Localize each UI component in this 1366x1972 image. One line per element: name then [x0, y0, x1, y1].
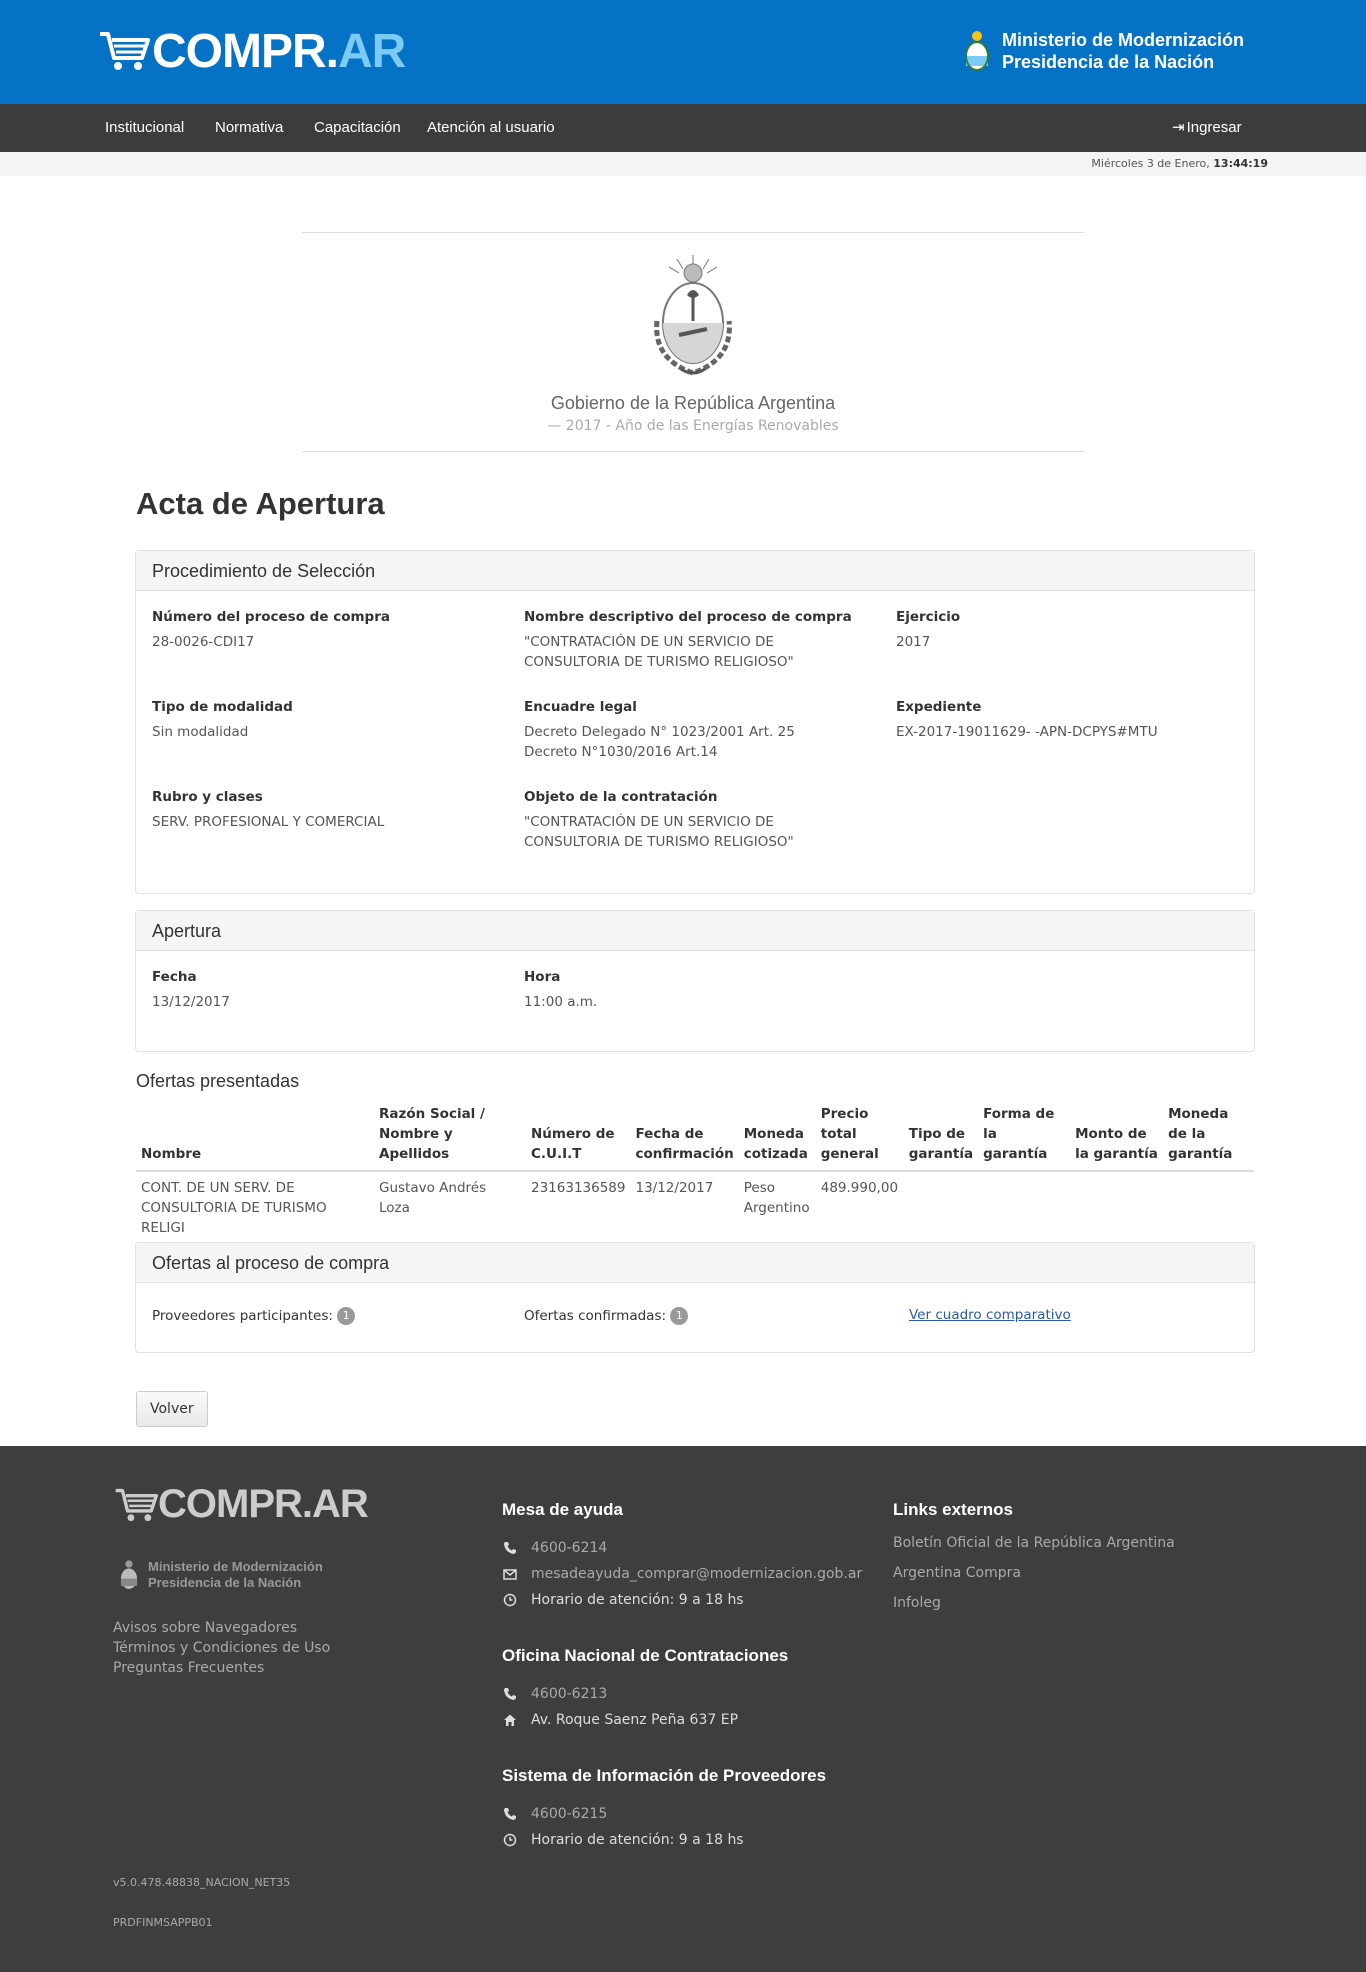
- proveedores-participantes: [152, 1307, 355, 1325]
- footer-ministry-line2: Presidencia de la Nación: [148, 1575, 302, 1590]
- login-icon: ⇥: [1172, 119, 1185, 136]
- sipro-title: Sistema de Información de Proveedores: [502, 1766, 827, 1785]
- col-nombre: Nombre: [136, 1100, 374, 1171]
- mesa-email-row: [503, 1564, 862, 1584]
- col-tipo-garantia: Tipo de garantía: [904, 1100, 978, 1171]
- login-label: Ingresar: [1186, 119, 1242, 136]
- col-monto-garantia: Monto de la garantía: [1070, 1100, 1163, 1171]
- ministry-line2: Presidencia de la Nación: [1002, 52, 1215, 72]
- cell-moneda-cotizada: Peso Argentino: [743, 1180, 810, 1216]
- mesa-phone-link[interactable]: 4600-6214: [531, 1540, 608, 1556]
- field-value: 11:00 a.m.: [524, 994, 598, 1010]
- external-links: [893, 1528, 1175, 1618]
- field-value: SERV. PROFESIONAL Y COMERCIAL: [152, 814, 385, 830]
- col-moneda-garantia: Moneda de la garantía: [1163, 1100, 1254, 1171]
- sipro-hours: Horario de atención: 9 a 18 hs: [531, 1832, 744, 1848]
- mesa-hours-row: [503, 1590, 744, 1610]
- link-boletin-oficial[interactable]: Boletín Oficial de la República Argentina: [893, 1535, 1175, 1551]
- field-label: Fecha: [152, 969, 197, 985]
- footer: [0, 1446, 1366, 1972]
- nav-capacitacion[interactable]: Capacitación: [314, 119, 401, 136]
- ofertas-presentadas-title: Ofertas presentadas: [136, 1071, 300, 1091]
- logo-main-text: COMPR.: [152, 24, 338, 78]
- cell-monto-garantia: [1070, 1171, 1163, 1244]
- cell-forma-garantia: [978, 1171, 1070, 1244]
- mesa-phone-row: [503, 1538, 607, 1558]
- cell-tipo-garantia: [904, 1171, 978, 1244]
- field-value: 13/12/2017: [152, 994, 230, 1010]
- panel-procedimiento-title: Procedimiento de Selección: [136, 551, 1254, 591]
- field-label: Número del proceso de compra: [152, 609, 390, 625]
- panel-ofertas-proceso: [135, 1242, 1255, 1353]
- field-ejercicio: [896, 607, 1256, 652]
- cart-icon: [114, 1485, 158, 1525]
- footer-ministry-brand: [118, 1558, 323, 1592]
- field-encuadre-legal: [524, 697, 884, 762]
- footer-logo-text: COMPR.AR: [158, 1482, 368, 1526]
- field-value: Sin modalidad: [152, 724, 249, 740]
- login-link[interactable]: [1172, 104, 1242, 152]
- field-value: "CONTRATACIÓN DE UN SERVICIO DE CONSULTORIA DE TURISMO RELIGIOSO": [524, 814, 794, 850]
- mesa-hours: Horario de atención: 9 a 18 hs: [531, 1592, 744, 1608]
- nav-atencion-usuario[interactable]: Atención al usuario: [427, 119, 555, 136]
- cell-cuit: 23163136589: [531, 1180, 626, 1196]
- ministry-line1: Ministerio de Modernización: [1002, 30, 1245, 50]
- server-name: PRDFINMSAPPB01: [113, 1916, 213, 1929]
- confirmadas-label: Ofertas confirmadas:: [524, 1308, 667, 1324]
- field-label: Nombre descriptivo del proceso de compra: [524, 609, 852, 625]
- field-value: 2017: [896, 634, 931, 650]
- field-hora: [524, 967, 884, 1012]
- cell-moneda-garantia: [1163, 1171, 1254, 1244]
- field-numero-proceso: [152, 607, 512, 652]
- proveedores-count-badge: 1: [337, 1307, 355, 1325]
- onc-phone-link[interactable]: 4600-6213: [531, 1686, 608, 1702]
- confirmadas-count-badge: 1: [670, 1307, 688, 1325]
- table-row: [136, 1171, 1254, 1244]
- phone-icon: [503, 1807, 517, 1821]
- app-version: v5.0.478.48838_NACION_NET35: [113, 1876, 291, 1889]
- back-button[interactable]: Volver: [136, 1391, 208, 1427]
- cell-precio-total: 489.990,00: [820, 1180, 899, 1196]
- onc-title: Oficina Nacional de Contrataciones: [502, 1646, 789, 1665]
- field-value: Decreto Delegado N° 1023/2001 Art. 25 Decreto N°1030/2016 Art.14: [524, 724, 795, 760]
- ofertas-table: [136, 1100, 1254, 1244]
- phone-icon: [503, 1541, 517, 1555]
- field-objeto-contratacion: [524, 787, 884, 852]
- link-preguntas-frecuentes[interactable]: Preguntas Frecuentes: [113, 1660, 265, 1676]
- envelope-icon: [503, 1567, 517, 1581]
- field-tipo-modalidad: [152, 697, 512, 742]
- cell-fecha-confirmacion: 13/12/2017: [635, 1180, 714, 1196]
- comprar-logo[interactable]: [98, 26, 405, 76]
- sipro-hours-row: [503, 1830, 744, 1850]
- field-label: Rubro y clases: [152, 789, 263, 805]
- col-moneda-cotizada: Moneda cotizada: [739, 1100, 816, 1171]
- field-expediente: [896, 697, 1256, 742]
- col-precio-total: Precio total general: [816, 1100, 904, 1171]
- onc-address: Av. Roque Saenz Peña 637 EP: [531, 1712, 739, 1728]
- nav-institucional[interactable]: Institucional: [105, 119, 185, 136]
- clock-icon: [503, 1593, 517, 1607]
- col-razon-social: Razón Social / Nombre y Apellidos: [374, 1100, 526, 1171]
- table-header-row: [136, 1100, 1254, 1171]
- year-motto: — 2017 - Año de las Energías Renovables: [547, 418, 839, 434]
- ofertas-confirmadas: [524, 1307, 688, 1325]
- current-time: 13:44:19: [1213, 157, 1268, 170]
- page-title: Acta de Apertura: [136, 486, 385, 521]
- panel-apertura-title: Apertura: [136, 911, 1254, 951]
- field-label: Encuadre legal: [524, 699, 637, 715]
- link-argentina-compra[interactable]: Argentina Compra: [893, 1565, 1021, 1581]
- field-fecha: [152, 967, 512, 1012]
- field-label: Ejercicio: [896, 609, 961, 625]
- field-value: EX-2017-19011629- -APN-DCPYS#MTU: [896, 724, 1158, 740]
- main-nav: [0, 104, 1366, 152]
- cart-icon: [98, 28, 150, 74]
- government-name: Gobierno de la República Argentina: [550, 393, 836, 413]
- panel-ofertas-proceso-title: Ofertas al proceso de compra: [136, 1243, 1254, 1283]
- home-icon: [503, 1713, 517, 1727]
- col-fecha-confirmacion: Fecha de confirmación: [630, 1100, 738, 1171]
- link-terminos-condiciones[interactable]: Términos y Condiciones de Uso: [113, 1640, 331, 1656]
- current-date: Miércoles 3 de Enero,: [1091, 157, 1210, 170]
- col-forma-garantia: Forma de la garantía: [978, 1100, 1070, 1171]
- nav-normativa[interactable]: Normativa: [215, 119, 284, 136]
- sipro-phone-link[interactable]: 4600-6215: [531, 1806, 608, 1822]
- links-externos-title: Links externos: [893, 1500, 1013, 1519]
- footer-left-links: [113, 1618, 330, 1678]
- link-avisos-navegadores[interactable]: Avisos sobre Navegadores: [113, 1620, 298, 1636]
- field-label: Hora: [524, 969, 561, 985]
- government-header: [302, 232, 1084, 452]
- ver-cuadro-comparativo-link[interactable]: Ver cuadro comparativo: [909, 1307, 1071, 1323]
- clock-icon: [503, 1833, 517, 1847]
- field-rubro-clases: [152, 787, 512, 832]
- field-label: Objeto de la contratación: [524, 789, 718, 805]
- phone-icon: [503, 1687, 517, 1701]
- top-header: [0, 0, 1366, 104]
- ministry-brand[interactable]: [962, 28, 1244, 74]
- link-infoleg[interactable]: Infoleg: [893, 1595, 941, 1611]
- panel-apertura: [135, 910, 1255, 1052]
- field-label: Expediente: [896, 699, 982, 715]
- field-value: 28-0026-CDI17: [152, 634, 255, 650]
- cell-razon-social: Gustavo Andrés Loza: [379, 1180, 487, 1216]
- footer-ministry-line1: Ministerio de Modernización: [148, 1559, 323, 1574]
- footer-logo[interactable]: [114, 1482, 368, 1527]
- argentina-shield-icon: [962, 28, 992, 74]
- onc-phone-row: [503, 1684, 607, 1704]
- cell-nombre: CONT. DE UN SERV. DE CONSULTORIA DE TURISMO RELIGI: [141, 1180, 327, 1236]
- national-coat-of-arms-icon: [647, 251, 739, 381]
- field-value: "CONTRATACIÓN DE UN SERVICIO DE CONSULTORIA DE TURISMO RELIGIOSO": [524, 634, 794, 670]
- logo-accent-text: AR: [338, 24, 406, 78]
- proveedores-label: Proveedores participantes:: [152, 1308, 333, 1324]
- date-bar: [0, 152, 1366, 176]
- field-nombre-descriptivo: [524, 607, 884, 672]
- col-cuit: Número de C.U.I.T: [526, 1100, 630, 1171]
- field-label: Tipo de modalidad: [152, 699, 293, 715]
- panel-procedimiento: [135, 550, 1255, 894]
- onc-address-row: [503, 1710, 738, 1730]
- mesa-ayuda-title: Mesa de ayuda: [502, 1500, 623, 1519]
- sipro-phone-row: [503, 1804, 607, 1824]
- argentina-shield-icon: [118, 1558, 140, 1592]
- mesa-email-link[interactable]: mesadeayuda_comprar@modernizacion.gob.ar: [531, 1566, 863, 1582]
